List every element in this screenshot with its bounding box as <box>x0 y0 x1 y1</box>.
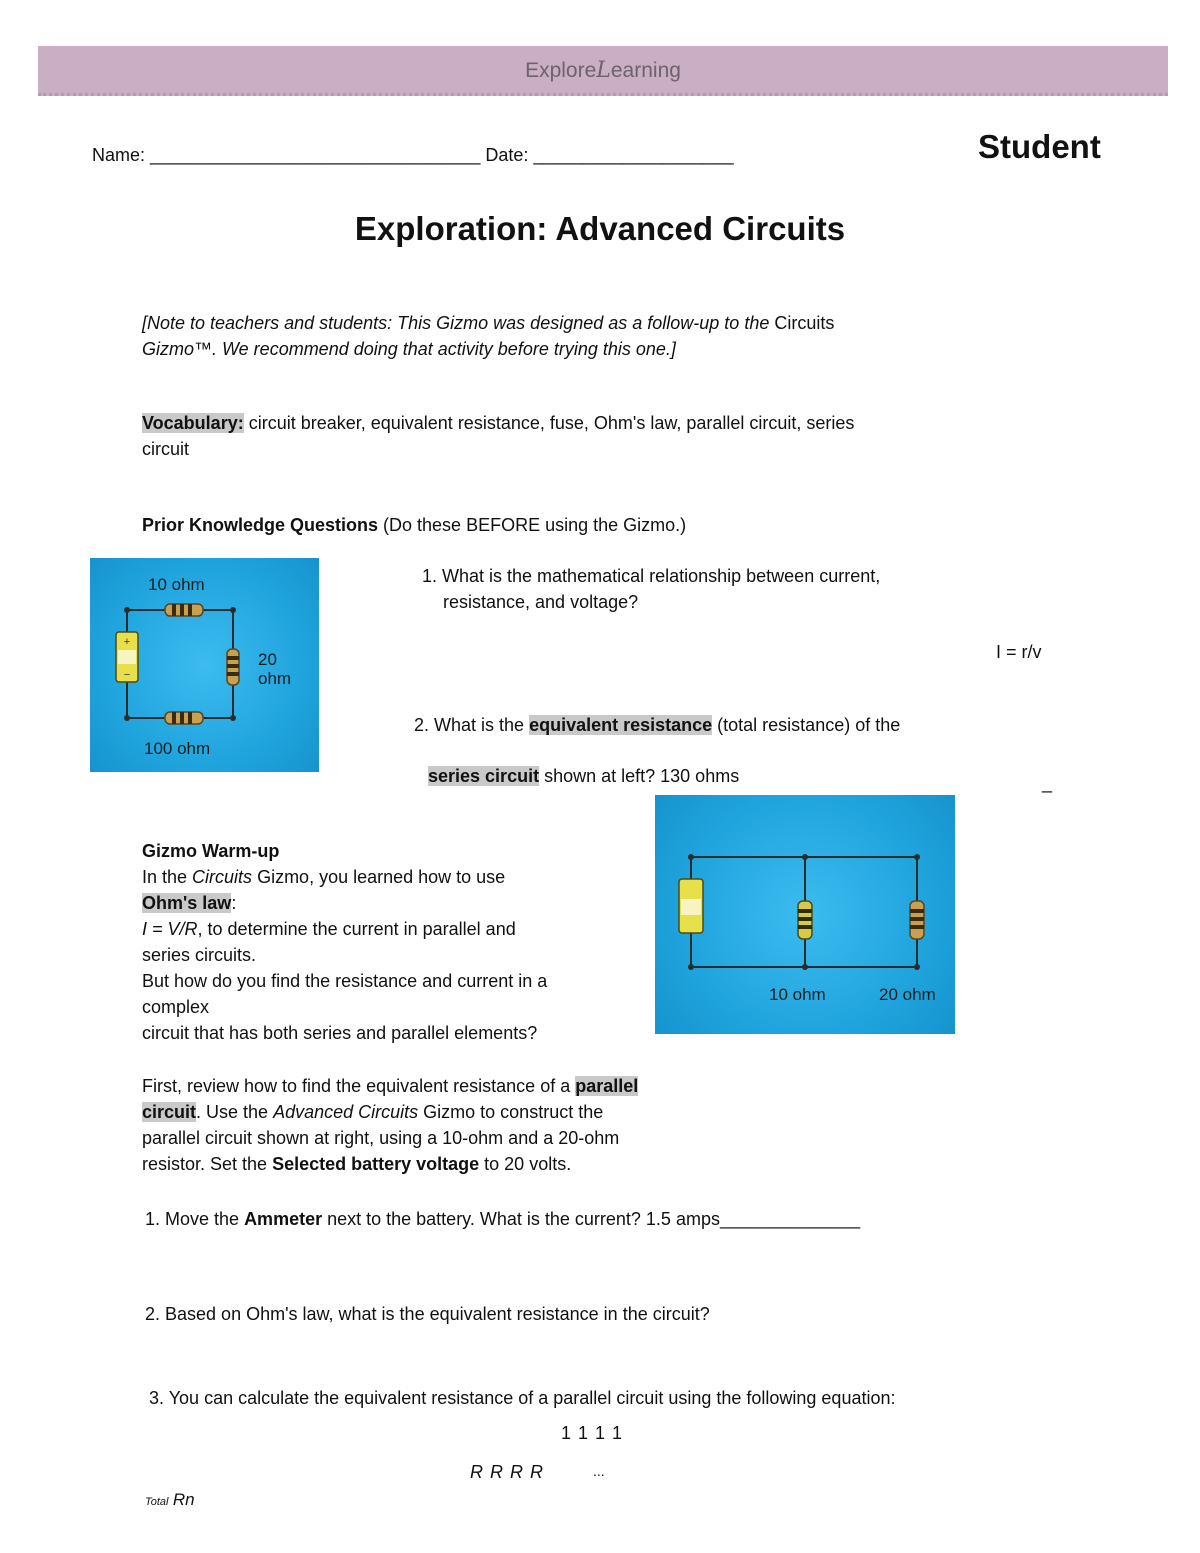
page-title: Exploration: Advanced Circuits <box>354 210 846 247</box>
question-3: 3. You can calculate the equivalent resistance of a parallel circuit using the following equation: <box>149 1388 896 1408</box>
resistor-20-ohm <box>910 901 924 939</box>
warmup-instructions: First, review how to find the equivalent resistance of a parallel circuit. Use the Advanced Circuits Gizmo to construct the parallel circuit shown at right, using a 10-ohm and a 20-ohm resistor. Set the Selected battery voltage to 20 volts. <box>142 1076 639 1174</box>
brand-logo: ExploreLearning <box>525 58 681 83</box>
prior-knowledge-heading: Prior Knowledge Questions (Do these BEFORE using the Gizmo.) <box>142 515 687 535</box>
answer-blank: _ <box>1042 773 1053 793</box>
label-ohm: ohm <box>258 669 292 688</box>
equation-denominators: R R R R <box>470 1462 544 1482</box>
prior-answer-2: series circuit shown at left? 130 ohms <box>428 766 740 786</box>
label-10-ohm: 10 ohm <box>148 575 205 594</box>
equation-subscripts: Total Rn <box>145 1490 195 1509</box>
vocabulary: Vocabulary: circuit breaker, equivalent resistance, fuse, Ohm's law, parallel circuit, series circuit <box>142 413 855 459</box>
label-10-ohm: 10 ohm <box>769 985 826 1004</box>
name-blank: _________________________________ <box>150 145 481 165</box>
prior-question-1: 1. What is the mathematical relationship between current, resistance, and voltage? <box>422 566 881 612</box>
banner-divider <box>38 93 1168 96</box>
svg-text:−: − <box>123 669 131 681</box>
name-date-line <box>92 142 734 168</box>
battery-icon <box>679 879 703 933</box>
battery-icon <box>116 632 138 682</box>
resistor-right <box>227 649 239 685</box>
equation-ellipsis: ... <box>593 1463 605 1479</box>
teacher-note: [Note to teachers and students: This Gizmo was designed as a follow-up to the Circuits Gizmo™. We recommend doing that activity before trying this one.] <box>142 313 835 359</box>
prior-answer-1: I = r/v <box>996 642 1042 662</box>
vocabulary-label: Vocabulary: <box>142 413 244 433</box>
label-20: 20 <box>258 650 277 669</box>
resistor-top <box>165 604 203 616</box>
label-20-ohm: 20 ohm <box>879 985 936 1004</box>
parallel-circuit-image <box>655 795 955 1034</box>
svg-text:+: + <box>123 636 131 648</box>
date-blank: ____________________ <box>533 145 734 165</box>
question-2: 2. Based on Ohm's law, what is the equivalent resistance in the circuit? <box>145 1304 710 1324</box>
prior-question-2: 2. What is the equivalent resistance (total resistance) of the <box>414 715 901 735</box>
question-1: 1. Move the Ammeter next to the battery. What is the current? 1.5 amps______________ <box>145 1209 861 1229</box>
resistor-bottom <box>165 712 203 724</box>
role-label: Student <box>978 128 1101 165</box>
series-circuit-image <box>90 558 319 772</box>
warmup-heading: Gizmo Warm-up <box>142 841 280 861</box>
date-label: Date: <box>485 145 529 165</box>
name-label: Name: <box>92 145 146 165</box>
resistor-10-ohm <box>798 901 812 939</box>
equation-numerators: 1 1 1 1 <box>561 1423 624 1443</box>
label-100-ohm: 100 ohm <box>144 739 211 758</box>
warmup-section: Gizmo Warm-up In the Circuits Gizmo, you learned how to use Ohm's law: I = V/R, to determine the current in parallel and series circuits. But how do you find the resistance and current in a complex circuit that has both series and parallel elements? <box>142 838 642 1046</box>
